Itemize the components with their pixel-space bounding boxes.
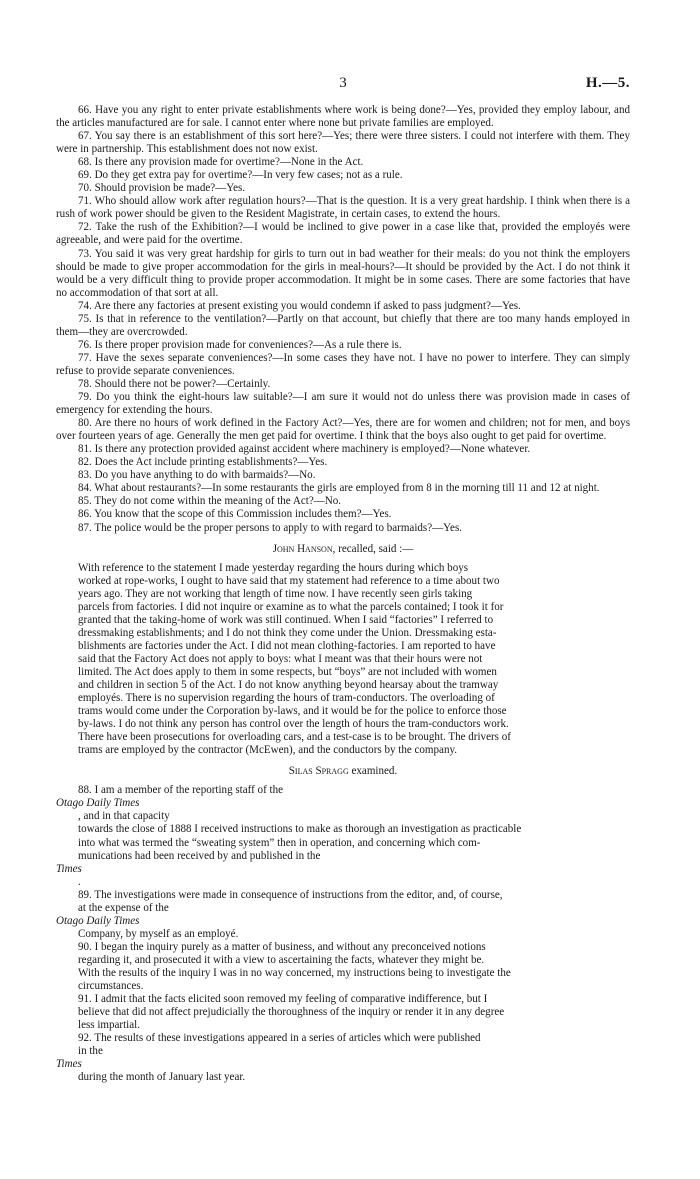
newspaper-title: Times bbox=[56, 862, 82, 875]
question-84: 84. What about restaurants?—In some restaurants the girls are employed from 8 in the morning till 11 and 12 at night. bbox=[78, 482, 600, 495]
statement-line: limited. The Act does apply to them in some respects, but “boys” are not included with women bbox=[78, 665, 497, 678]
witness-status: , recalled, said :— bbox=[332, 542, 414, 555]
para-line: 91. I admit that the facts elicited soon removed my feeling of comparative indifference, but I bbox=[78, 993, 488, 1006]
question-70: 70. Should provision be made?—Yes. bbox=[78, 182, 246, 195]
statement-line: granted that the taking-home of work was still continued. When I said “factories” I referred to bbox=[78, 613, 494, 626]
para-line bbox=[56, 784, 630, 823]
paragraph-88 bbox=[56, 784, 630, 888]
para-line bbox=[56, 902, 630, 941]
question-82: 82. Does the Act include printing establishments?—Yes. bbox=[78, 456, 328, 469]
para-line: 89. The investigations were made in consequence of instructions from the editor, and, of course, bbox=[78, 888, 503, 901]
newspaper-title: Otago Daily Times bbox=[56, 797, 140, 810]
para-line: into what was termed the “sweating system” then in operation, and concerning which com- bbox=[78, 836, 481, 849]
para-line: circumstances. bbox=[78, 980, 144, 993]
para-line bbox=[56, 850, 630, 889]
statement-line: trams would come under the Corporation by-laws, and it would be for the police to enforce those bbox=[78, 705, 507, 718]
witness-heading-spragg bbox=[56, 765, 630, 778]
statement-line: trams are employed by the contractor (McEwen), and the conductors by the company. bbox=[78, 744, 458, 757]
text-run: 88. I am a member of the reporting staff of the bbox=[78, 784, 284, 797]
para-line: less impartial. bbox=[78, 1019, 140, 1032]
question-87: 87. The police would be the proper persons to apply to with regard to barmaids?—Yes. bbox=[78, 521, 463, 534]
document-body bbox=[56, 104, 630, 1084]
question-86: 86. You know that the scope of this Commission includes them?—Yes. bbox=[78, 508, 392, 521]
question-71: 71. Who should allow work after regulation hours?—That is the question. It is a very great hardship. I think when there is a rush of work power should be given to the Resident Magistrate, in certain cases, to extend the hours. bbox=[56, 195, 630, 221]
hanson-statement bbox=[56, 562, 630, 758]
text-run: . bbox=[78, 875, 81, 888]
text-run: Company, by myself as an employé. bbox=[78, 927, 239, 940]
newspaper-title: Times bbox=[56, 1058, 82, 1071]
paragraph-91 bbox=[56, 993, 630, 1032]
question-77: 77. Have the sexes separate conveniences?—In some cases they have not. I have no power to interfere. They can simply refuse to provide separate conveniences. bbox=[56, 351, 630, 377]
witness-status: examined. bbox=[348, 765, 398, 778]
paragraph-89 bbox=[56, 889, 630, 941]
page-number: 3 bbox=[339, 75, 347, 91]
newspaper-title: Otago Daily Times bbox=[56, 914, 140, 927]
document-reference: H.—5. bbox=[585, 75, 630, 91]
statement-line: With reference to the statement I made yesterday regarding the hours during which boys bbox=[78, 561, 469, 574]
witness-name: Silas Spragg bbox=[288, 765, 349, 778]
statement-line: worked at rope-works, I ought to have said that my statement had reference to a time about two bbox=[78, 574, 500, 587]
para-line: towards the close of 1888 I received instructions to make as thorough an investigation as practicable bbox=[78, 823, 522, 836]
question-72: 72. Take the rush of the Exhibition?—I would be inclined to give power in a case like that, provided the employés were agreeable, and were paid for the overtime. bbox=[56, 221, 630, 247]
statement-line: years ago. They are not working that length of time now. I have recently seen girls taking bbox=[78, 587, 473, 600]
question-67: 67. You say there is an establishment of this sort here?—Yes; there were three sisters. I could not interfere with them. They were in partnership. This establishment does not now exist. bbox=[56, 130, 630, 156]
statement-line: There have been prosecutions for overloading cars, and a test-case is to be brought. The drivers of bbox=[78, 731, 511, 744]
witness-name: John Hanson bbox=[272, 542, 333, 555]
question-80: 80. Are there no hours of work defined in the Factory Act?—Yes, there are for women and children; not for men, and boys over fourteen years of age. Generally the men get paid for overtime. I think that the boys also ought to get paid for overtime. bbox=[56, 417, 630, 443]
text-run: at the expense of the bbox=[78, 901, 169, 914]
question-66: 66. Have you any right to enter private establishments where work is being done?—Yes, provided they employ labour, and the articles manufactured are for sale. I cannot enter where none but private families are employed. bbox=[56, 104, 630, 130]
statement-line: by-laws. I do not think any person has control over the length of hours the tram-conductors work. bbox=[78, 718, 509, 731]
question-79: 79. Do you think the eight-hours law suitable?—I am sure it would not do unless there was provision made in cases of emergency for extending the hours. bbox=[56, 391, 630, 417]
question-75: 75. Is that in reference to the ventilation?—Partly on that account, but chiefly that there are too many hands employed in them—they are overcrowded. bbox=[56, 312, 630, 338]
para-line: 92. The results of these investigations appeared in a series of articles which were published bbox=[78, 1032, 481, 1045]
question-81: 81. Is there any protection provided against accident where machinery is employed?—None whatever. bbox=[78, 443, 531, 456]
question-78: 78. Should there not be power?—Certainly. bbox=[78, 377, 271, 390]
statement-line: parcels from factories. I did not inquire or examine as to what the parcels contained; I took it for bbox=[78, 600, 504, 613]
statement-line: said that the Factory Act does not apply to boys: what I meant was that their hours were not bbox=[78, 652, 483, 665]
question-68: 68. Is there any provision made for overtime?—None in the Act. bbox=[78, 156, 364, 169]
statement-line: dressmaking establishments; and I do not think they come under the Union. Dressmaking esta- bbox=[78, 626, 497, 639]
paragraph-92 bbox=[56, 1032, 630, 1084]
witness-heading-hanson bbox=[56, 543, 630, 556]
para-line: believe that did not affect prejudicially the thoroughness of the inquiry or render it in any degree bbox=[78, 1006, 505, 1019]
statement-line: employés. There is no supervision regarding the hours of tram-conductors. The overloading of bbox=[78, 692, 495, 705]
para-line: 90. I began the inquiry purely as a matter of business, and without any preconceived notions bbox=[78, 940, 486, 953]
text-run: during the month of January last year. bbox=[78, 1071, 246, 1084]
para-line: With the results of the inquiry I was in no way concerned, my instructions being to investigate the bbox=[78, 967, 511, 979]
question-74: 74. Are there any factories at present existing you would condemn if asked to pass judgment?—Yes. bbox=[78, 299, 521, 312]
question-76: 76. Is there proper provision made for conveniences?—As a rule there is. bbox=[78, 338, 402, 351]
para-line bbox=[56, 1045, 630, 1084]
page-header bbox=[56, 75, 630, 93]
para-line: regarding it, and prosecuted it with a view to ascertaining the facts, whatever they might be. bbox=[78, 953, 485, 966]
statement-line: blishments are factories under the Act. I did not mean clothing-factories. I am reported to have bbox=[78, 639, 496, 652]
question-69: 69. Do they get extra pay for overtime?—In very few cases; not as a rule. bbox=[78, 169, 403, 182]
question-73: 73. You said it was very great hardship for girls to turn out in bad weather for their meals: do you not think the employers should be made to give proper accommodation for the girls in meal-hours?—It should be provided by the Act. I do not think it would be a very difficult thing to provide proper accommodation. It might be in some cases. There are some factories that have no accommodation of that sort at all. bbox=[56, 247, 630, 299]
text-run: , and in that capacity bbox=[78, 810, 170, 823]
text-run: in the bbox=[78, 1045, 103, 1058]
statement-line: and children in section 5 of the Act. I do not know anything beyond hearsay about the tramway bbox=[78, 679, 499, 692]
paragraph-90 bbox=[56, 941, 630, 993]
question-83: 83. Do you have anything to do with barmaids?—No. bbox=[78, 469, 316, 482]
text-run: munications had been received by and published in the bbox=[78, 849, 321, 862]
question-85: 85. They do not come within the meaning of the Act?—No. bbox=[78, 495, 342, 508]
